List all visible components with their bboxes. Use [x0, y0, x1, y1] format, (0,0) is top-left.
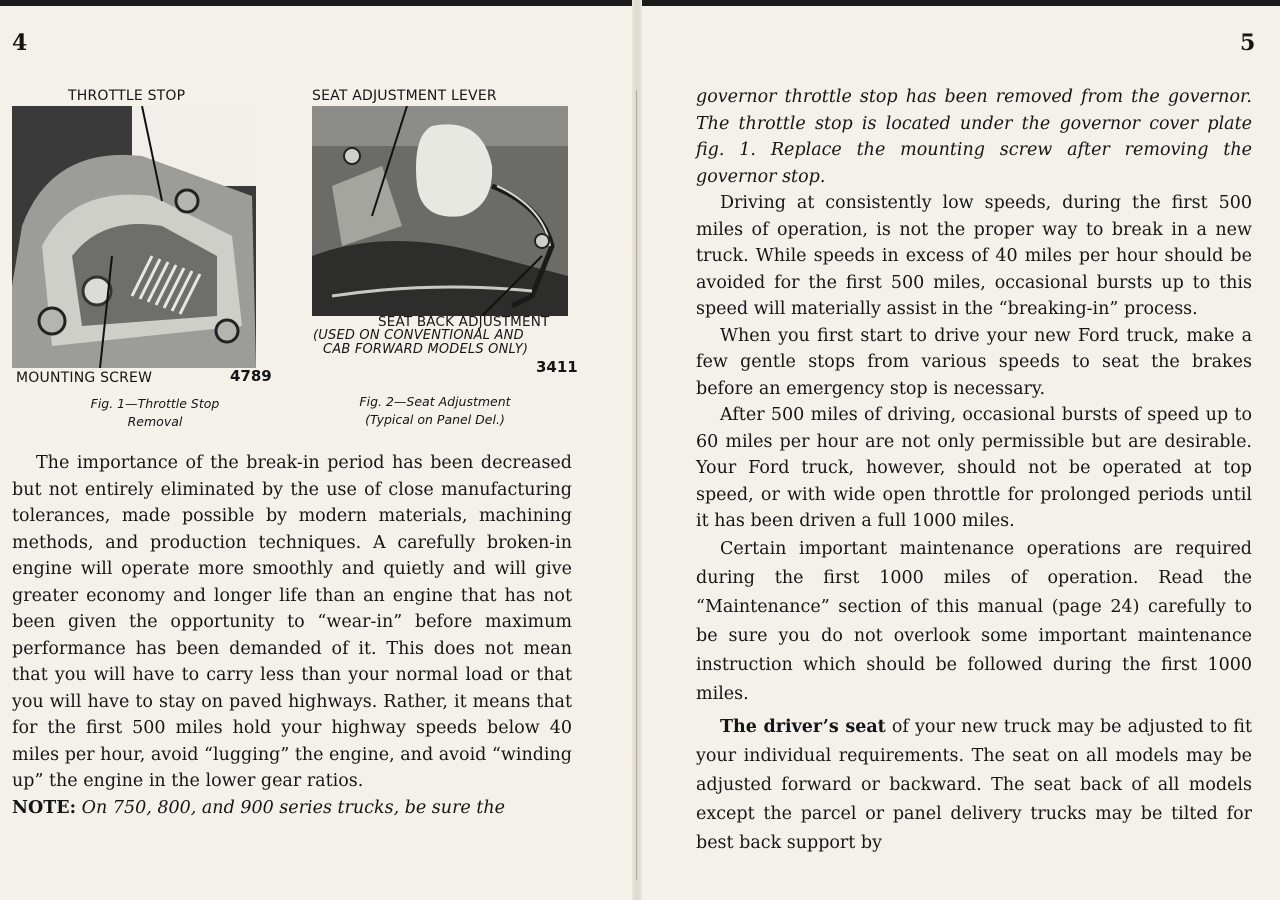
fig1-caption-line2: Removal: [127, 414, 183, 429]
fig2-caption-line1: Fig. 2—Seat Adjustment: [359, 394, 511, 409]
fig2-number: 3411: [536, 358, 578, 376]
fig2-seat-adjustment-photo: [312, 106, 568, 316]
break-in-paragraph: The importance of the break-in period has been decreased but not entirely eliminated by the use of close manufacturing tolerances, made possible by modern materials, machining methods, and production techniques. A carefully broken-in engine will operate more smoothly and quietly and will give greater economy and longer life than an engine that has not been given the opportunity to “wear-in” before maximum performance has been demanded of it. This does not mean that you will have to carry less than your normal load or that you will have to stay on paved highways. Rather, it means that for the first 500 miles hold your highway speeds below 40 miles per hour, avoid “lugging” the engine, and avoid “winding up” the engine in the lower gear ratios.: [12, 453, 572, 791]
fig2-label-seat-back-adjustment: SEAT BACK ADJUSTMENT: [378, 314, 550, 330]
after-500-paragraph: After 500 miles of driving, occasional bursts of speed up to 60 miles per hour are not only permissible but are desirable. Your Ford truck, however, should not be operated at top speed, or with wide open throttle for prolonged periods until it has been driven a full 1000 miles.: [696, 405, 1252, 531]
right-page: [640, 0, 1280, 900]
gutter-crease: [636, 90, 637, 880]
drivers-seat-lead: The driver’s seat: [720, 716, 886, 737]
brakes-paragraph: When you first start to drive your new Ford truck, make a few gentle stops from various speeds to seat the brakes before an emergency stop is necessary.: [696, 325, 1252, 399]
fig1-photo-drawing: [12, 106, 256, 368]
fig2-photo-drawing: [312, 106, 568, 316]
page-number-right: 5: [1240, 30, 1256, 56]
governor-continuation: governor throttle stop has been removed from the governor. The throttle stop is located under the governor cover plate fig. 1. Replace the mounting screw after removing the governor stop.: [696, 87, 1252, 187]
left-body-text: [12, 450, 572, 821]
fig1-caption-line1: Fig. 1—Throttle Stop: [90, 396, 220, 411]
maintenance-paragraph: Certain important maintenance operations are required during the first 1000 miles of operation. Read the “Maintenance” section of this manual (page 24) carefully to be sure you do not overlook some important maintenance instruction which should be followed during the first 1000 miles.: [696, 538, 1252, 704]
right-body-text: [696, 84, 1252, 858]
fig1-number: 4789: [230, 367, 272, 385]
low-speed-paragraph: Driving at consistently low speeds, during the first 500 miles of operation, is not the proper way to break in a new truck. While speeds in excess of 40 miles per hour should be avoided for the first 500 miles, occasional bursts up to this speed will materially assist in the “breaking-in” process.: [696, 193, 1252, 319]
fig2-caption-line2: (Typical on Panel Del.): [365, 412, 505, 427]
note-label: NOTE:: [12, 797, 77, 818]
drivers-seat-text: of your new truck may be adjusted to fit your individual requirements. The seat on all models may be adjusted forward or backward. The seat back of all models except the parcel or panel delivery trucks may be tilted for best back support by: [696, 716, 1252, 853]
fig2-label-usage-line2: CAB FORWARD MODELS ONLY): [323, 342, 529, 357]
drivers-seat-paragraph: [696, 713, 1252, 858]
fig2-label-usage-line1: (USED ON CONVENTIONAL AND: [313, 328, 524, 343]
left-page: [0, 0, 630, 900]
fig1-throttle-stop-photo: [12, 106, 256, 368]
fig1-label-throttle-stop: THROTTLE STOP: [68, 88, 186, 104]
note-text: On 750, 800, and 900 series trucks, be sure the: [81, 797, 506, 818]
fig1-label-mounting-screw: MOUNTING SCREW: [16, 370, 153, 386]
note-paragraph: [12, 795, 572, 822]
fig2-label-seat-adjustment-lever: SEAT ADJUSTMENT LEVER: [312, 88, 497, 104]
page-number-left: 4: [12, 30, 28, 56]
